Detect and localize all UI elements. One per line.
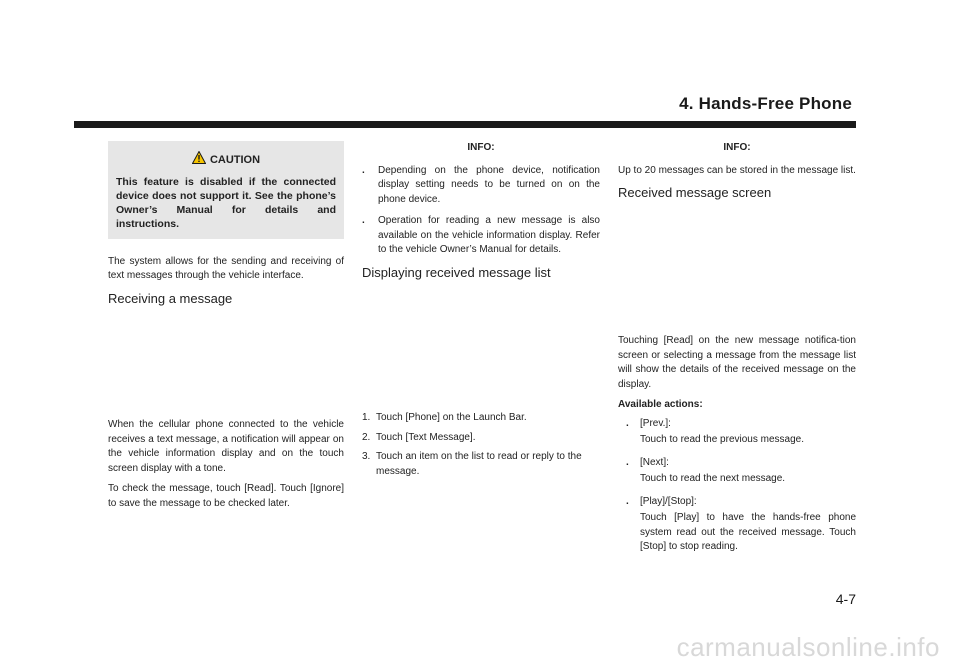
- section-title-received-screen: Received message screen: [618, 185, 772, 200]
- column-3: [618, 141, 856, 207]
- caution-header: [116, 151, 336, 169]
- info-title: INFO:: [467, 142, 495, 153]
- read-details-paragraph: Touching [Read] on the new message notifica-tion screen or selecting a message from the message list will show the details of the received message on the display.: [618, 335, 856, 390]
- action-name: [Play]/[Stop]:: [640, 495, 697, 507]
- caution-text: This feature is disabled if the connected device does not support it. See the phone’s Owner’s Manual for details and instructions.: [116, 175, 336, 230]
- header-rule: [74, 121, 856, 128]
- step-item: 3. Touch an item on the list to read or reply to the message.: [362, 451, 582, 477]
- info-bullet: . Operation for reading a new message is also available on the vehicle information display. Refer to the vehicle Owner’s Manual for details.: [362, 215, 600, 255]
- action-item: . [Next]: Touch to read the next message.: [626, 456, 856, 487]
- column-3-lower: [618, 334, 856, 563]
- section-title-receiving: Receiving a message: [108, 290, 233, 306]
- intro-paragraph: The system allows for the sending and receiving of text messages through the vehicle interface.: [108, 255, 344, 281]
- page-number: 4-7: [835, 591, 856, 607]
- action-desc: Touch [Play] to have the hands-free phone system read out the received message. Touch [Stop] to stop reading.: [640, 512, 856, 552]
- action-name: [Next]:: [640, 456, 669, 468]
- action-name: [Prev.]:: [640, 417, 671, 429]
- step-item: 1. Touch [Phone] on the Launch Bar.: [362, 412, 527, 423]
- column-2: [362, 141, 600, 286]
- column-1: [108, 141, 344, 312]
- action-item: . [Play]/[Stop]: Touch [Play] to have the hands-free phone system read out the received message. Touch [Stop] to stop reading.: [626, 495, 856, 555]
- column-1-lower: [108, 418, 344, 517]
- warning-icon: [192, 151, 206, 169]
- caution-box: [108, 141, 344, 239]
- actions-label: Available actions:: [618, 399, 703, 410]
- info-bullet: . Depending on the phone device, notification display setting needs to be turned on on the phone device.: [362, 164, 600, 205]
- chapter-title: 4. Hands-Free Phone: [679, 94, 852, 113]
- column-2-steps: [362, 411, 600, 484]
- watermark: carmanualsonline.info: [676, 632, 940, 662]
- read-ignore-paragraph: To check the message, touch [Read]. Touch [Ignore] to save the message to be checked later.: [108, 483, 344, 509]
- section-title-message-list: Displaying received message list: [362, 264, 551, 280]
- action-desc: Touch to read the next message.: [640, 473, 786, 484]
- info-title: INFO:: [723, 142, 751, 153]
- storage-info: Up to 20 messages can be stored in the message list.: [618, 164, 856, 176]
- action-item: . [Prev.]: Touch to read the previous message.: [626, 417, 856, 448]
- notification-paragraph: When the cellular phone connected to the vehicle receives a text message, a notification will appear on the vehicle information display and on the touch screen display with a tone.: [108, 419, 344, 474]
- caution-title: CAUTION: [209, 153, 261, 166]
- action-desc: Touch to read the previous message.: [640, 434, 804, 445]
- step-item: 2. Touch [Text Message].: [362, 431, 476, 443]
